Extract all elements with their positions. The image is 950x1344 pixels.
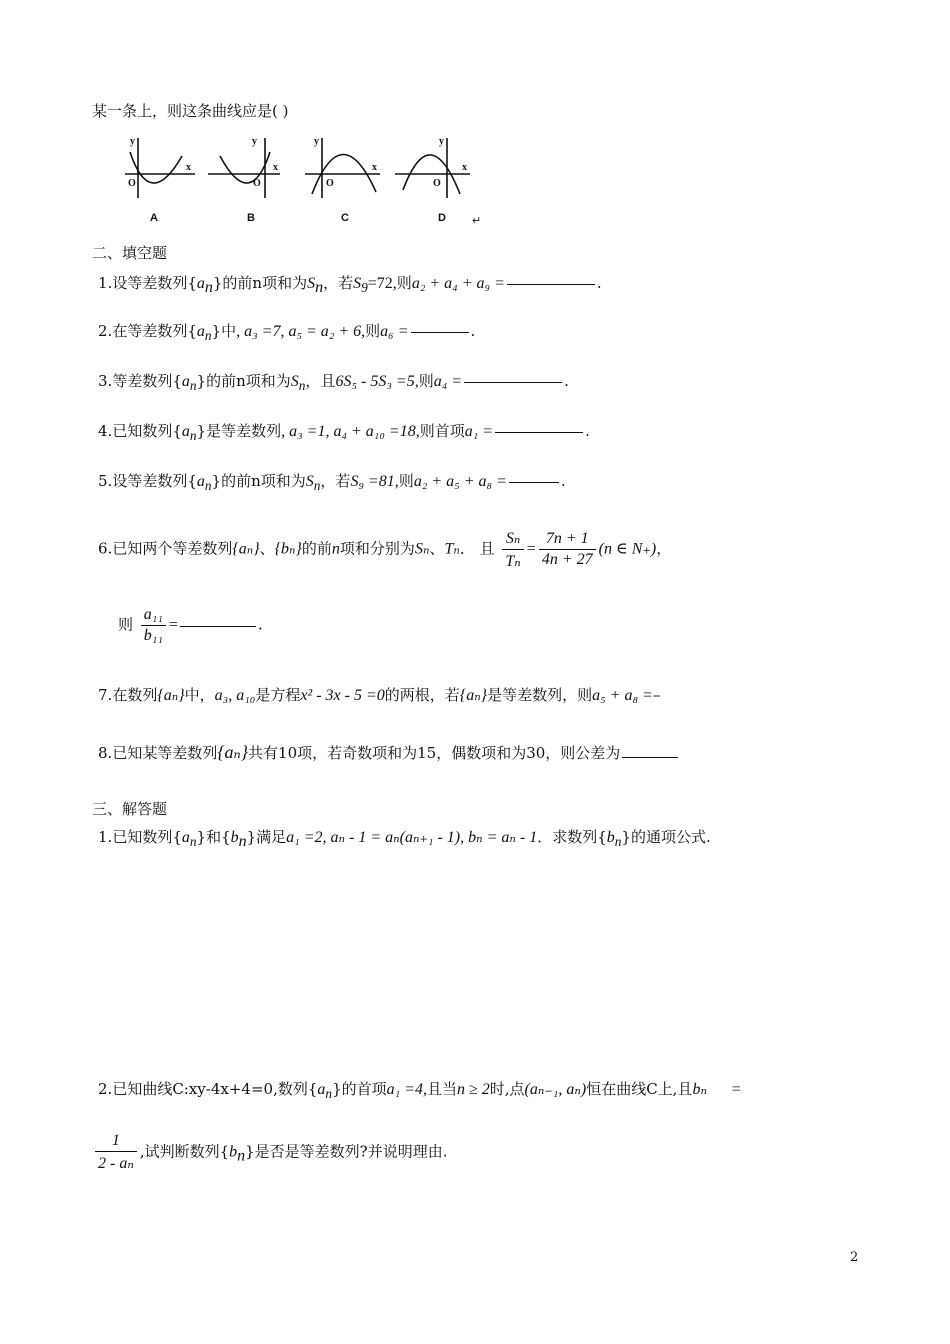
option-label-a: A	[150, 212, 158, 224]
q1-text-3: ，若	[323, 274, 354, 292]
q3-text-3: ，且	[305, 372, 336, 390]
q8-seq: {aₙ}	[217, 742, 249, 762]
q8-text-1: 已知某等差数列	[112, 744, 218, 762]
s2b-fraction: $\frac{1}{\text{2 - aₙ}}$	[95, 1132, 137, 1173]
q6-n: n	[331, 540, 340, 558]
section3-title: 三、解答题	[92, 800, 168, 818]
q5-text-4: 则	[398, 472, 414, 490]
page-number: 2	[850, 1250, 859, 1265]
question-3: 3.等差数列$\{a_n\}$的前n项和为$S_n$，且6S₅ - 5S₃ =5,则a₄ = .	[98, 372, 569, 394]
svg-text:x: x	[273, 162, 278, 173]
q2-cond: , a₃ =7, a₅ = a₂ + 6,	[236, 323, 366, 340]
q2-expr: a₆ =	[380, 323, 409, 340]
svg-text:y: y	[439, 136, 444, 147]
section2-title: 二、填空题	[92, 244, 168, 262]
svg-text:O: O	[433, 178, 441, 189]
q3-cond: 6S₅ - 5S₃ =5,	[335, 373, 419, 390]
q4-text-1: 已知数列{	[112, 422, 182, 440]
option-label-c: C	[341, 212, 349, 224]
q1-S-sub: n	[315, 279, 324, 296]
s1-cond: a₁ =2, aₙ - 1 = aₙ(aₙ₊₁ - 1), bₙ = aₙ - 1	[286, 829, 538, 846]
q6-S: Sₙ	[414, 540, 430, 558]
problem-2-line-2	[92, 1132, 447, 1173]
q6-blank[interactable]	[180, 625, 256, 627]
q6-sep: 、	[259, 539, 275, 558]
s2b-text-1: ,试判断数列{	[139, 1142, 230, 1161]
s1-number: 1.	[98, 828, 113, 846]
s2b-b: b	[229, 1143, 238, 1161]
s2-bn: bₙ	[692, 1081, 707, 1098]
s1-b: b	[230, 829, 239, 846]
q7-text-3: 是方程	[255, 686, 301, 704]
q2-number: 2.	[98, 322, 113, 340]
q7-seq-2: {aₙ}	[459, 687, 488, 704]
s2-point: (aₙ₋₁, aₙ)	[524, 1081, 587, 1098]
q1-a: a	[196, 275, 205, 292]
s2-text-4: 时,点	[489, 1080, 525, 1098]
q1-expr: a₂ + a₄ + a₉ =	[411, 275, 505, 292]
s1-text-5: }的通项公式.	[621, 828, 711, 846]
return-mark: ↵	[472, 215, 482, 227]
q6-text-4: ． 且	[459, 539, 495, 558]
question-4: 4.已知数列$\{a_n\}$是等差数列, a₃ =1, a₄ + a₁₀ =18,则首项a₁ = .	[98, 422, 590, 444]
q3-text-1: 等差数列{	[112, 372, 182, 390]
q3-blank[interactable]	[464, 381, 562, 383]
q2-blank[interactable]	[411, 331, 469, 333]
q4-expr: a₁ =	[464, 423, 494, 440]
q6-text-1: 已知两个等差数列	[112, 539, 233, 558]
q7-text-4: 的两根，若	[384, 686, 460, 704]
q8-number: 8.	[98, 744, 113, 762]
option-label-d: D	[438, 212, 446, 224]
q1-blank[interactable]	[507, 283, 595, 285]
s1-text-1: 已知数列{	[112, 828, 182, 846]
q1-number: 1.	[98, 274, 113, 292]
s1-text-4: ．求数列{	[537, 828, 607, 846]
q5-text-2: }的前n项和为	[211, 472, 306, 490]
q4-text-3: 则首项	[419, 422, 465, 440]
q5-number: 5.	[98, 472, 113, 490]
question-6-line-2: 则 $\frac{\text{a₁₁}}{\text{b₁₁}}$ = .	[118, 606, 263, 644]
q2-text-2: }中	[211, 322, 237, 340]
q1-cond: =72,	[367, 275, 397, 292]
parabola-graphs	[120, 132, 500, 202]
s2-text-1: 已知曲线C:xy-4x+4=0,数列{	[112, 1080, 318, 1098]
q1-n: n	[204, 279, 213, 296]
s2-cond-1: a₁ =4,	[386, 1081, 427, 1098]
q1-text-4: 则	[396, 274, 412, 292]
q8-text-2: 共有10项，若奇数项和为15，偶数项和为30，则公差为	[248, 744, 621, 762]
question-8	[98, 742, 680, 763]
s2-text-3: 且当	[426, 1080, 457, 1098]
q5-blank[interactable]	[509, 481, 559, 483]
answer-graphs	[120, 132, 500, 206]
q8-blank[interactable]	[622, 756, 678, 758]
s2b-text-2: }是否是等差数列?并说明理由.	[245, 1142, 448, 1161]
s2-cond-2: n ≥ 2	[456, 1081, 490, 1098]
q6-cond: (n ∈ N₊)	[598, 540, 657, 558]
svg-text:O: O	[253, 178, 261, 189]
problem-2: 2.已知曲线C:xy-4x+4=0,数列$\{a_n\}$的首项a₁ =4,且当n ≥ 2时,点(aₙ₋₁, aₙ)恒在曲线C上,且bₙ =	[98, 1080, 741, 1102]
question-7	[98, 684, 660, 705]
q5-cond: S₉ =81,	[350, 473, 399, 490]
q6-fraction-right: $\frac{7n + 1}{4n + 27}$	[539, 530, 596, 569]
q7-text-5: 是等差数列，则	[487, 686, 593, 704]
q5-text-1: 设等差数列{	[112, 472, 197, 490]
q3-number: 3.	[98, 372, 113, 390]
q6-seq-b: {bₙ}	[274, 540, 302, 558]
q4-blank[interactable]	[495, 431, 583, 433]
s2-text-2: }的首项	[332, 1080, 387, 1098]
q7-roots: a₃, a₁₀	[214, 687, 256, 704]
q6-text-2: 的前	[301, 539, 332, 558]
q3-text-2: }的前n项和为	[196, 372, 291, 390]
option-label-b: B	[247, 212, 255, 224]
s2-eq: =	[731, 1081, 741, 1098]
q3-text-4: 则	[418, 372, 434, 390]
q6b-eq: =	[168, 616, 178, 634]
q1-text-1: 设等差数列{	[112, 274, 197, 292]
q6-eq: =	[526, 540, 536, 558]
svg-text:x: x	[372, 162, 377, 173]
problem-1: 1.已知数列$\{a_n\}$和$\{b_n\}$满足a₁ =2, aₙ - 1 = aₙ(aₙ₊₁ - 1), bₙ = aₙ - 1．求数列$\{b_n\}$的通项公式.	[98, 828, 711, 850]
q4-cond: , a₃ =1, a₄ + a₁₀ =18,	[281, 423, 420, 440]
s2-text-5: 恒在曲线C上,且	[586, 1080, 693, 1098]
svg-text:y: y	[252, 136, 257, 147]
q6-seq-a: {aₙ}	[232, 540, 260, 558]
q7-seq: {aₙ}	[157, 687, 185, 704]
q7-expr: a₅ + a₈ =	[592, 687, 653, 704]
svg-text:x: x	[462, 162, 467, 173]
q2-text-1: 在等差数列{	[112, 322, 197, 340]
q5-text-3: ，若	[320, 472, 351, 490]
question-6	[98, 528, 671, 571]
q6b-fraction: $\frac{\text{a₁₁}}{\text{b₁₁}}$	[141, 606, 166, 645]
svg-text:y: y	[130, 136, 135, 147]
q6-sep2: 、	[429, 539, 445, 558]
q7-number: 7.	[98, 686, 113, 704]
q7-text-2: 中，	[184, 686, 215, 704]
svg-text:O: O	[326, 178, 334, 189]
q1-text-2: }的前n项和为	[212, 274, 308, 292]
q6-comma: ，	[656, 539, 672, 558]
q7-text-1: 在数列	[112, 686, 158, 704]
q5-expr: a₂ + a₅ + a₈ =	[413, 473, 507, 490]
svg-text:y: y	[314, 136, 319, 147]
question-2: 2.在等差数列$\{a_n\}$中, a₃ =7, a₅ = a₂ + 6,则a₆ = .	[98, 322, 476, 344]
question-5: 5.设等差数列$\{a_n\}$的前n项和为$S_n$，若S₉ =81,则a₂ + a₅ + a₈ = .	[98, 472, 566, 494]
q6b-text: 则	[118, 615, 134, 634]
q7-equation: x² - 3x - 5 =0	[300, 687, 385, 704]
svg-text:O: O	[128, 178, 136, 189]
q2-text-3: 则	[365, 322, 381, 340]
svg-text:x: x	[186, 162, 191, 173]
question-1: 1.设等差数列$\{a_n\}$的前n项和为$S_n$，若$S_9=72$,则a₂ + a₄ + a₉ = .	[98, 274, 602, 296]
intro-line: 某一条上，则这条曲线应是( )	[92, 102, 289, 120]
q6-fraction-left: $\frac{\text{Sₙ}}{\text{Tₙ}}$	[502, 528, 523, 571]
s1-text-2: }和{	[196, 828, 231, 846]
q6-number: 6.	[98, 539, 113, 558]
q4-number: 4.	[98, 422, 113, 440]
s2-number: 2.	[98, 1080, 113, 1098]
q4-text-2: }是等差数列	[196, 422, 282, 440]
s1-text-3: }满足	[246, 828, 287, 846]
q3-expr: a₄ =	[433, 373, 463, 390]
q7-blank[interactable]: –	[652, 686, 661, 704]
q6-text-3: 项和分别为	[339, 539, 415, 558]
q6-T: Tₙ	[444, 540, 460, 558]
s2b-n: n	[237, 1147, 246, 1165]
q1-S: S	[307, 275, 316, 292]
